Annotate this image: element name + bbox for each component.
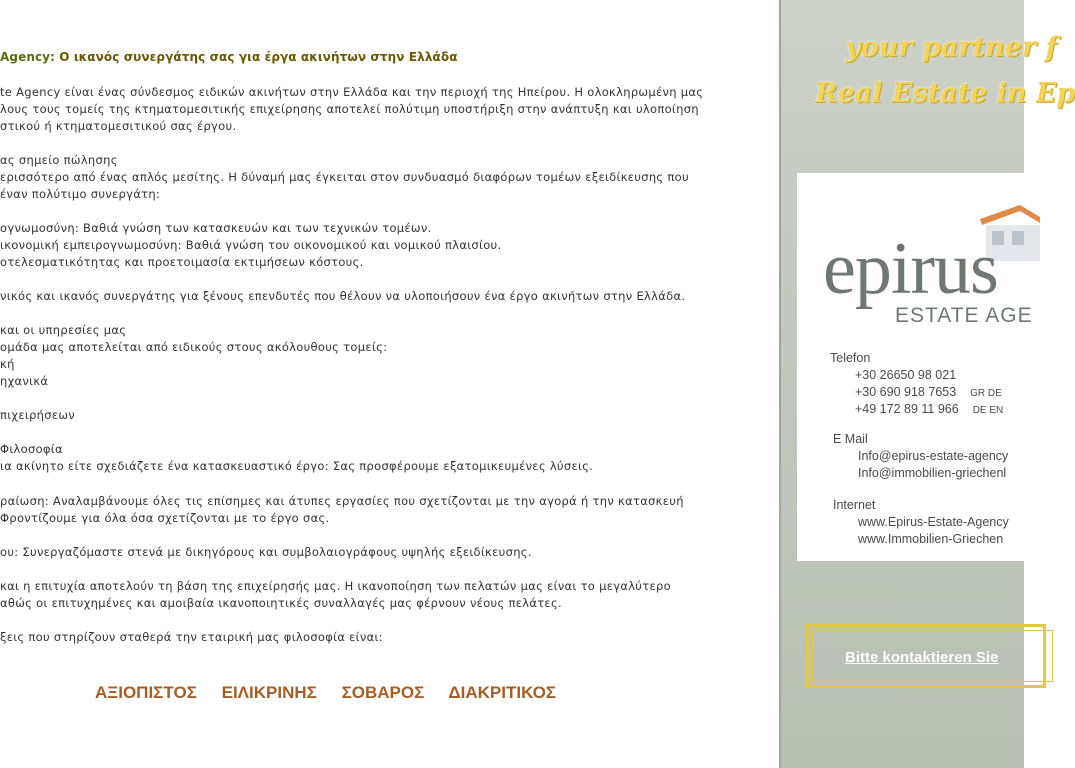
title-rest: Ο ικανός συνεργάτης σας για έργα ακινήτων στην Ελλάδα [55,50,458,64]
business-card [797,173,1037,561]
section-heading: Φιλοσοφία [0,442,63,456]
email-link-1[interactable]: Info@epirus-estate-agency [858,449,1009,463]
phone-number-3[interactable] [855,402,1003,416]
logo-wordmark: epirus [823,228,998,310]
paragraph-line: ξεις που στηρίζουν σταθερά την εταιρική μας φιλοσοφία είναι: [0,630,383,644]
section-heading: και οι υπηρεσίες μας [0,323,127,337]
paragraph-line: ερισσότερο από ένας απλός μεσίτης. Η δύναμή μας έγκειται στον συνδυασμό διαφόρων τομέων εξειδίκευσης που [0,170,689,184]
paragraph-line: νικός και ικανός συνεργάτης για ξένους επενδυτές που θέλουν να υλοποιήσουν ένα έργο ακινήτων στην Ελλάδα. [0,289,686,303]
list-item: κή [0,357,15,371]
value-honest: ΕΙΛΙΚΡΙΝΗΣ [221,683,317,702]
paragraph-line: ραίωση: Αναλαμβάνουμε όλες τις επίσημες και άτυπες εργασίες που σχετίζονται με την αγορά ή την κατασκευή [0,494,684,508]
section-heading: ας σημείο πώλησης [0,153,118,167]
paragraph-line: αθώς οι επιτυχημένες και αμοιβαία ικανοποιητικές συναλλαγές μας φέρνουν νέους πελάτες. [0,596,562,610]
phone-number: +30 690 918 7653 [855,385,957,399]
paragraph-line: Φροντίζουμε για όλα όσα σχετίζονται με το έργο σας. [0,511,330,525]
paragraph-line: ομάδα μας αποτελείται από ειδικούς στους ακόλουθους τομείς: [0,340,388,354]
phone-number-2[interactable] [855,385,1002,399]
phone-number: +49 172 89 11 966 [855,402,959,416]
list-item: πιχειρήσεων [0,408,76,422]
phone-language-tag: GR DE [970,388,1002,399]
email-label: E Mail [833,432,868,446]
contact-button-label[interactable]: Bitte kontaktieren Sie [845,649,999,666]
paragraph-line: te Agency είναι ένας σύνδεσμος ειδικών ακινήτων στην Ελλάδα και την περιοχή της Ηπείρου. Η ολοκληρωμένη μας [0,85,704,99]
paragraph-line: ου: Συνεργαζόμαστε στενά με δικηγόρους και συμβολαιογράφους υψηλής εξειδίκευσης. [0,545,532,559]
value-discreet: ΔΙΑΚΡΙΤΙΚΟΣ [448,683,556,702]
logo-subtitle: ESTATE AGE [895,304,1033,327]
telefon-label: Telefon [830,351,871,365]
email-link-2[interactable]: Info@immobilien-griechenl [858,466,1007,480]
company-values [95,683,576,703]
value-serious: ΣΟΒΑΡΟΣ [341,683,425,702]
paragraph-line: ια ακίνητο είτε σχεδιάζετε ένα κατασκευαστικό έργο: Σας προσφέρουμε εξατομικευμένες λύσεις. [0,459,594,473]
contact-button[interactable] [806,624,1046,688]
phone-language-tag: DE EN [972,405,1004,416]
phone-number: +30 26650 98 021 [855,368,957,382]
page-title [0,50,458,64]
internet-label: Internet [833,498,876,512]
list-item: οτελεσματικότητας και προετοιμασία εκτιμήσεων κόστους. [0,255,364,269]
slogan-line-1: your partner f [845,32,1058,63]
list-item: ηχανικά [0,374,49,388]
value-reliable: ΑΞΙΟΠΙΣΤΟΣ [95,683,197,702]
phone-number-1[interactable] [855,368,956,382]
paragraph-line: στικού ή κτηματομεσιτικού σας έργου. [0,119,237,133]
paragraph-line: έναν πολύτιμο συνεργάτη: [0,187,161,201]
list-item: ικονομική εμπειρογνωμοσύνη: Βαθιά γνώση του οικονομικού και νομικού πλαισίου. [0,238,502,252]
website-link-2[interactable]: www.Immobilien-Griechen [858,532,1004,546]
sidebar [779,0,1075,768]
paragraph-line: και η επιτυχία αποτελούν τη βάση της επιχείρησής μας. Η ικανοποίηση των πελατών μας είναι το μεγαλύτερο [0,579,671,593]
website-link-1[interactable]: www.Epirus-Estate-Agency [858,515,1009,529]
slogan-line-2: Real Estate in Ep [815,78,1075,109]
title-accent: Agency: [0,50,55,64]
paragraph-line: λους τους τομείς της κτηματομεσιτικής επιχείρησης αποτελεί πολύτιμη υποστήριξη στην ανάπτυξη και υλοποίηση [0,102,699,116]
list-item: ογνωμοσύνη: Βαθιά γνώση των κατασκευών και των τεχνικών τομέων. [0,221,432,235]
